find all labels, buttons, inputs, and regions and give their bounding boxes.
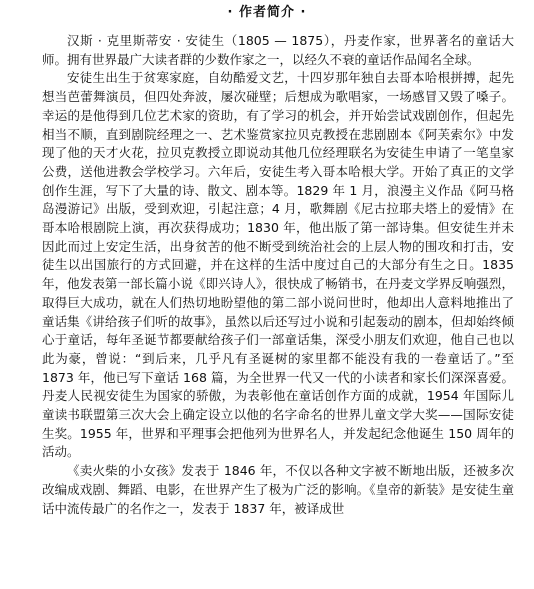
paragraph-biography: 安徒生出生于贫寒家庭，自幼酷爱文艺，十四岁那年独自去哥本哈根拼搏，起先想当芭蕾舞演员，但四处奔波，屡次碰壁；后想成为歌唱家，一场感冒又毁了嗓子。幸运的是他得到几位艺术家的资助，有了学习的机会，并开始尝试戏剧创作，但起先相当不顺，直到剧院经理之一、艺术鉴赏家拉贝克教授在悲剧剧本《阿芙索尔》中发现了他的天才火花，拉贝克教授立即说动其他几位经理联名为安徒生申请了一笔皇家公费，送他进教会学校学习。六年后，安徒生考入哥本哈根大学。开始了真正的文学创作生涯，写下了大量的诗、散文、剧本等。1829 年 1 月，浪漫主义作品《阿马格岛漫游记》出版，受到欢迎，引起注意；4 月，歌舞剧《尼古拉耶夫塔上的爱情》在哥本哈根剧院上演，再次获得成功；1830 年，他出版了第一部诗集。但安徒生并未因此而过上安定生活，出身贫苦的他不断受到统治社会的上层人物的围攻和打击，安徒生以出国旅行的方式回避，并在这样的生活中度过自己的大部分有生之日。1835 年，他发表第一部长篇小说《即兴诗人》，很快成了畅销书，在丹麦文学界反响强烈，取得巨大成功，就在人们热切地盼望他的第二部小说问世时，他却出人意料地推出了童话集《讲给孩子们听的故事》，虽然以后还写过小说和引起轰动的剧本，但却始终倾心于童话，每年圣诞节都要献给孩子们一部童话集，深受小朋友们欢迎，他自己也以此为豪，曾说：“到后来，几乎凡有圣诞树的家里都不能没有我的一卷童话了。”至 1873 年，他已写下童话 168 篇，为全世界一代又一代的小读者和家长们深深喜爱。丹麦人民视安徒生为国家的骄傲，为表彰他在童话创作方面的成就，1954 年国际儿童读书联盟第三次大会上确定设立以他的名字命名的世界儿童文学大奖——国际安徒生奖。1955 年，世界和平理事会把他列为世界名人，并发起纪念他诞生 150 周年的活动。 — [42, 70, 514, 460]
page-title: · 作者简介 · — [227, 5, 307, 20]
paragraph-intro: 汉斯 · 克里斯蒂安 · 安徒生（1805 — 1875），丹麦作家，世界著名的童话大师。拥有世界最广大读者群的少数作家之一，以经久不衰的童话作品闻名全球。 — [42, 33, 514, 67]
author-bio-body — [42, 32, 514, 518]
paragraph-works: 《卖火柴的小女孩》发表于 1846 年，不仅以各种文字被不断地出版，还被多次改编成戏剧、舞蹈、电影，在世界产生了极为广泛的影响。《皇帝的新装》是安徒生童话中流传最广的名作之一，发表于 1837 年，被译成世 — [42, 463, 514, 516]
